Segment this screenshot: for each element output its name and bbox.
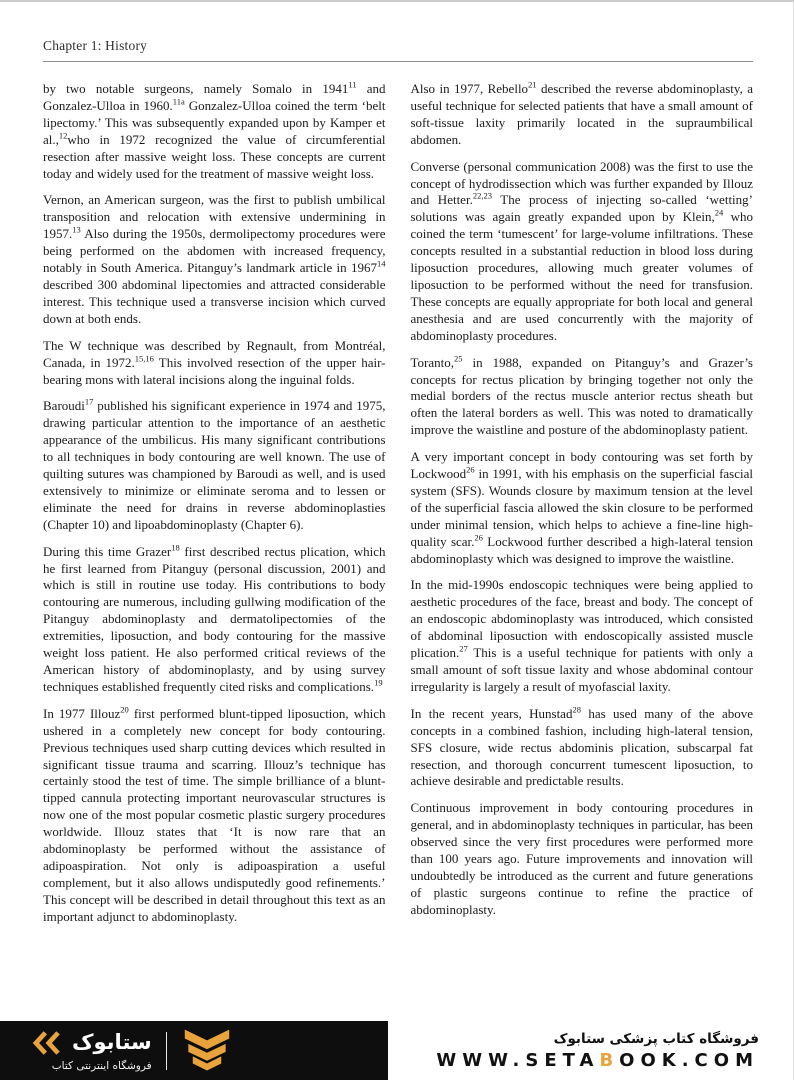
paragraph: Converse (personal communication 2008) was the first to use the concept of hydrodissection which was further expanded by Illouz and Hetter.$^{22,23}$ The process of injecting so-called ‘wetting’ solutions was again greatly expanded upon by Klein,$^{24}$ who coined the term ‘tumescent’ for large-volume infiltrations. These concepts resulted in a substantial reduction in blood loss during liposuction procedures, allowing much greater volumes of liposuction to be performed without the need for transfusion. These concepts are equally appropriate for both local and general anesthesia and are used concurrently with the majority of abdominoplasty procedures. (410, 158, 753, 343)
paragraph: During this time Grazer$^{18}$ first described rectus plication, which he first learned from Pitanguy (personal discussion, 2001) and which is still in routine use today. His contributions to body contouring are numerous, including gullwing modification of the Pitanguy abdominoplasty and dermatolipectomies of the extremities, liposuction, and body contouring for the massive weight loss patient. He also performed critical reviews of the American history of abdominoplasty, and by using survey techniques established frequently cited risks and complications.$^{19}$ (43, 542, 386, 694)
paragraph: The W technique was described by Regnault, from Montréal, Canada, in 1972.$^{15,16}$ This involved resection of the upper hair-bearing mons with lateral incisions along the inguinal folds. (43, 337, 386, 387)
paragraph: Continuous improvement in body contouring procedures in general, and in abdominoplasty techniques in particular, has been observed since the very first procedures were performed more than 100 years ago. Future improvements and innovation will undoubtedly be introduced as the current and future generations of plastic surgeons continue to refine the practice of abdominoplasty. (410, 800, 753, 917)
footer-info (388, 1021, 793, 1080)
paragraph: A very important concept in body contouring was set forth by Lockwood$^{26}$ in 1991, with his emphasis on the superficial fascial system (SFS). Wounds closure by maximum tension at the level of the superficial fascia allowed the skin closure to be performed under minimal tension, which helps to achieve a fine-line high-quality scar.$^{26}$ Lockwood further described a high-lateral tension abdominoplasty which was designed to improve the waistline. (410, 449, 753, 566)
paragraph: In the recent years, Hunstad$^{28}$ has used many of the above concepts in a combined fashion, including high-lateral tension, SFS closure, wide rectus abdominis plication, subscarpal fat resection, and thorough concurrent tumescent liposuction, to achieve desirable and predictable results. (410, 704, 753, 789)
paragraph: In 1977 Illouz$^{20}$ first performed blunt-tipped liposuction, which ushered in a completely new concept for body contouring. Previous techniques used sharp cutting devices which resulted in significant tissue trauma and scarring. Illouz’s technique has certainly stood the test of time. The simple brilliance of a blunt-tipped cannula protecting important neurovascular structures is now one of the most popular cosmetic plastic surgery procedures worldwide. Illouz states that ‘It is now rare that an abdominoplasty be performed without the assistance of adipoaspiration. Not only is adipoaspiration a useful complement, but it also allows undisputedly good refinements.’ This concept will be described in detail throughout this text as an important adjunct to abdominoplasty. (43, 704, 386, 924)
paragraph: In the mid-1990s endoscopic techniques were being applied to aesthetic procedures of the face, breast and body. The concept of an endoscopic abdominoplasty was introduced, which consisted of abdominal liposuction with endoscopically assisted muscle plication.$^{27}$ This is a useful technique for patients with only a small amount of soft tissue laxity and whose abdominal contour irregularity is largely a result of myofascial laxity. (410, 577, 753, 694)
double-left-chevron-icon (30, 1030, 64, 1056)
page-content (43, 2, 753, 1023)
paragraph: Toranto,$^{25}$ in 1988, expanded on Pitanguy’s and Grazer’s concepts for rectus plication by bringing together not only the medial borders of the rectus muscle anterior rectus sheath but often the lateral borders as well. This was noted to dramatically improve the waistline and posture of the abdominoplasty patient. (410, 353, 753, 438)
paragraph: Also in 1977, Rebello$^{21}$ described the reverse abdominoplasty, a useful technique for selected patients that have a small amount of soft-tissue laxity primarily located in the supraumbilical abdomen. (410, 81, 753, 147)
brand-wordmark: ستابوک (72, 1030, 152, 1054)
paragraph: Baroudi$^{17}$ published his significant experience in 1974 and 1975, drawing particular attention to the importance of an aesthetic appearance of the umbilicus. His many significant contributions to all techniques in body contouring are well known. The use of quilting sutures was championed by Baroudi as well, and is used extensively to minimize or eliminate seroma and to lessen or eliminate the need for drains in reverse abdominoplasties (Chapter 10) and lipoabdominoplasty (Chapter 6). (43, 397, 386, 532)
brand-bar (0, 1021, 388, 1080)
header-rule (43, 61, 753, 62)
brand-row (30, 1030, 152, 1056)
paragraph: by two notable surgeons, namely Somalo in 1941$^{11}$ and Gonzalez-Ulloa in 1960.$^{11a}$ Gonzalez-Ulloa coined the term ‘belt lipectomy.’ This was subsequently expanded upon by Kamper et al.,$^{12}$who in 1972 recognized the value of circumferential resection after massive weight loss. These concepts are current today and widely used for the treatment of massive weight loss. (43, 81, 386, 181)
text-columns (43, 81, 753, 1023)
text-column-left (43, 81, 386, 1023)
store-title: فروشگاه کتاب پزشکی ستابوک (553, 1030, 759, 1047)
store-url: WWW.SETABOOK.COM (436, 1049, 759, 1071)
footer-banner (0, 1021, 793, 1080)
stacked-chevron-book-icon (183, 1029, 231, 1073)
brand-lockup (30, 1030, 152, 1072)
brand-tagline: فروشگاه اینترنتی کتاب (51, 1059, 152, 1072)
brand-divider (166, 1032, 167, 1070)
chapter-header: Chapter 1: History (43, 38, 148, 53)
paragraph: Vernon, an American surgeon, was the first to publish umbilical transposition and relocation with extensive undermining in 1957.13 Also during the 1950s, dermolipectomy procedures were being performed on the abdomen with increased frequency, notably in South America. Pitanguy’s landmark article in 1967$^{14}$ described 300 abdominal lipectomies and attracted considerable interest. This technique used a transverse incision which curved down at both ends. (43, 192, 386, 326)
text-column-right (411, 81, 754, 1023)
